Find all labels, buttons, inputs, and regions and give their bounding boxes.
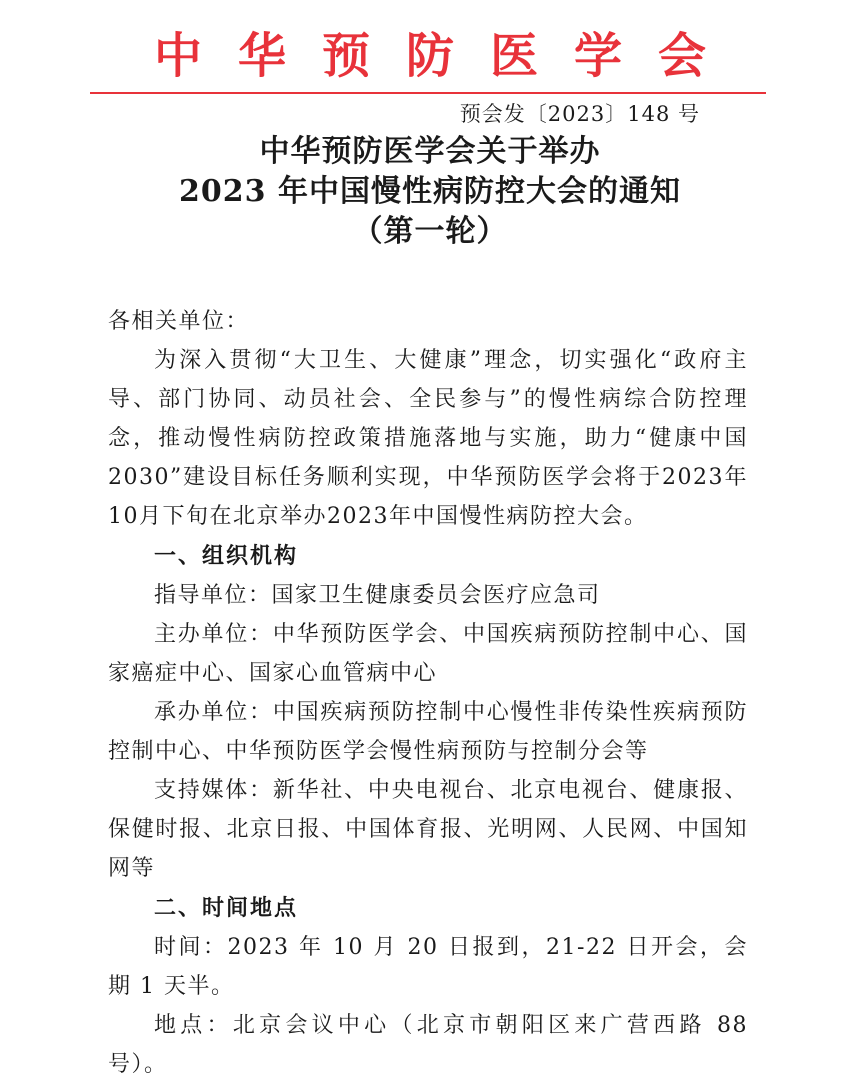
section-heading-time-place: 二、时间地点 [154,895,299,921]
intro-paragraph: 为深入贯彻“大卫生、大健康”理念，切实强化“政府主导、部门协同、动员社会、全民参与”的慢性病综合防控理念，推动慢性病防控政策措施落地与实施，助力“健康中国2030”建设目标任务顺利实现，中华预防医学会将于2023年10月下旬在北京举办2023年中国慢性病防控大会。 [108,348,748,529]
notice-body [108,302,748,1084]
host-unit: 主办单位：中华预防医学会、中国疾病预防控制中心、国家癌症中心、国家心血管病中心 [108,622,748,686]
section-heading-organization: 一、组织机构 [154,543,299,569]
org-masthead: 中华预防医学会 [153,28,742,84]
supporting-media: 支持媒体：新华社、中央电视台、北京电视台、健康报、保健时报、北京日报、中国体育报、光明网、人民网、中国知网等 [108,778,748,881]
guide-unit: 指导单位：国家卫生健康委员会医疗应急司 [154,583,601,608]
title-line-1: 中华预防医学会关于举办 [259,134,601,169]
event-place: 地点：北京会议中心（北京市朝阳区来广营西路 88 号）。 [108,1013,748,1077]
salutation: 各相关单位： [108,309,250,334]
red-divider-line [90,92,766,94]
organizer-unit: 承办单位：中国疾病预防控制中心慢性非传染性疾病预防控制中心、中华预防医学会慢性病预防与控制分会等 [108,700,748,764]
document-number: 预会发〔2023〕148 号 [459,102,700,126]
notice-title [0,132,860,252]
event-time: 时间：2023 年 10 月 20 日报到，21-22 日开会，会期 1 天半。 [108,935,748,999]
title-line-3: （第一轮） [352,214,508,249]
title-line-2: 2023 年中国慢性病防控大会的通知 [179,174,681,209]
